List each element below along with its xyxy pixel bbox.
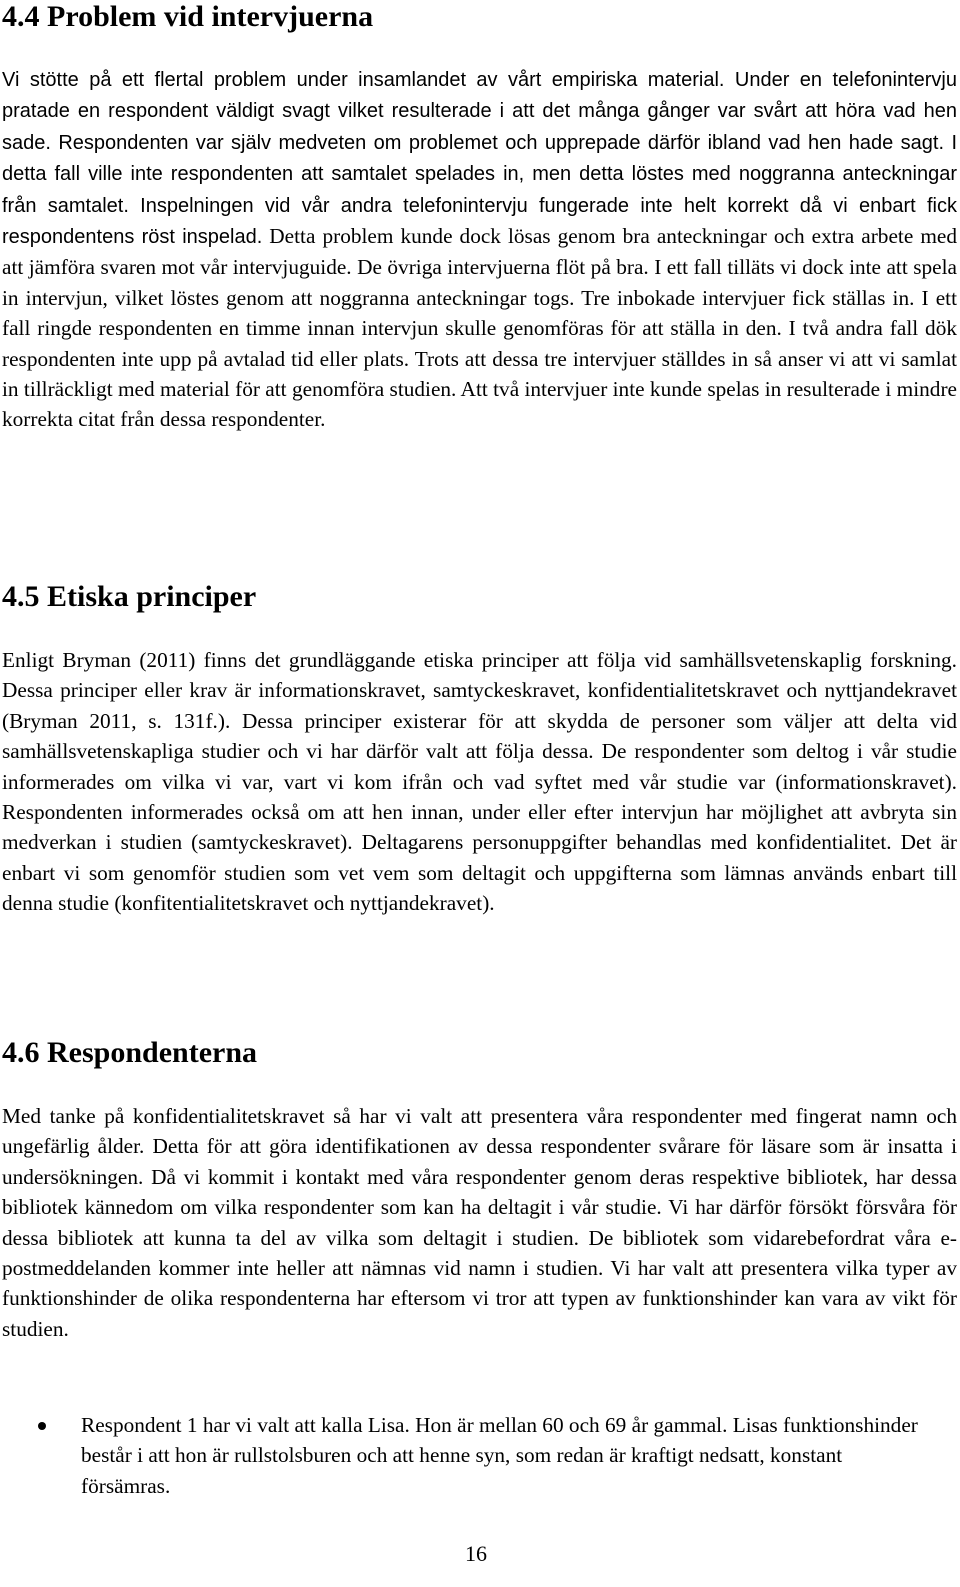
bullet-icon — [38, 1422, 46, 1430]
section-heading-respondents: 4.6 Respondenterna — [2, 1036, 258, 1069]
respondent-list — [0, 1410, 920, 1501]
list-item — [0, 1410, 920, 1501]
paragraph-part-1: Vi stötte på ett flertal problem under insamlandet av vårt empiriska material. Under en telefonintervju pratade en respondent väldigt svagt vilket resulterade i att det många gånger var svårt att höra vad hen sade. Respondenten var själv medveten om problemet och upprepade därför ibland vad hen hade sagt. I detta fall ville inte respondenten att samtalet spelades in, men detta löstes med noggranna anteckningar från samtalet. Inspelningen vid vår andra telefonintervju fungerade inte helt korrekt då vi enbart fick respondentens röst inspelad. — [2, 69, 957, 249]
list-item-text: Respondent 1 har vi valt att kalla Lisa. Hon är mellan 60 och 69 år gammal. Lisas funktionshinder består i att hon är rullstolsburen och att henne syn, som redan är kraftigt nedsatt, konstant försämras. — [81, 1413, 918, 1498]
section-heading-ethics: 4.5 Etiska principer — [2, 580, 257, 613]
section-heading-problem: 4.4 Problem vid intervjuerna — [2, 0, 374, 33]
section-paragraph-problem — [2, 64, 957, 435]
section-paragraph-respondents: Med tanke på konfidentialitetskravet så har vi valt att presentera våra respondenter med fingerat namn och ungefärlig ålder. Detta för att göra identifikationen av dessa respondenter svårare för läsare som är insatta i undersökningen. Då vi kommit i kontakt med våra respondenter genom deras respektive bibliotek, har dessa bibliotek kännedom om vilka respondenter som kan ha deltagit i vår studie. Vi har därför försökt försvåra för dessa bibliotek att kunna ta del av vilka som deltagit i studien. De bibliotek som vidarebefordrat våra e-postmeddelanden kommer inte heller att nämnas vid namn i studien. Vi har valt att presentera vilka typer av funktionshinder de olika respondenterna har eftersom vi tror att typen av funktionshinder kan vara av vikt för studien. — [2, 1104, 957, 1341]
paragraph-part-2: Detta problem kunde dock lösas genom bra anteckningar och extra arbete med att jämföra svaren mot vår intervjuguide. De övriga intervjuerna flöt på bra. I ett fall tilläts vi dock inte att spela in intervjun, vilket löstes genom att noggranna anteckningar togs. Tre inbokade intervjuer fick ställas in. I ett fall ringde respondenten en timme innan intervjun skulle genomföras för att ställa in den. I två andra fall dök respondenten inte upp på avtalad tid eller plats. Trots att dessa tre intervjuer ställdes in så anser vi att vi samlat in tillräckligt med material för att genomföra studien. Att två intervjuer inte kunde spelas in resulterade i mindre korrekta citat från dessa respondenter. — [2, 224, 957, 432]
section-paragraph-ethics: Enligt Bryman (2011) finns det grundläggande etiska principer att följa vid samhällsvetenskaplig forskning. Dessa principer eller krav är informationskravet, samtyckeskravet, konfidentialitetskravet och nyttjandekravet (Bryman 2011, s. 131f.). Dessa principer existerar för att skydda de personer som väljer att delta vid samhällsvetenskapliga studier och vi har därför valt att följa dessa. De respondenter som deltog i vår studie informerades om vilka vi var, vart vi kom ifrån och vad syftet med vår studie var (informationskravet). Respondenten informerades också om att hen innan, under eller efter intervjun har möjlighet att avbryta sin medverkan i studien (samtyckeskravet). Deltagarens personuppgifter behandlas med konfidentialitet. Det är enbart vi som genomför studien som vet vem som deltagit och uppgifterna som lämnas används enbart till denna studie (konfitentialitetskravet och nyttjandekravet). — [2, 648, 957, 916]
page-number: 16 — [465, 1541, 487, 1566]
